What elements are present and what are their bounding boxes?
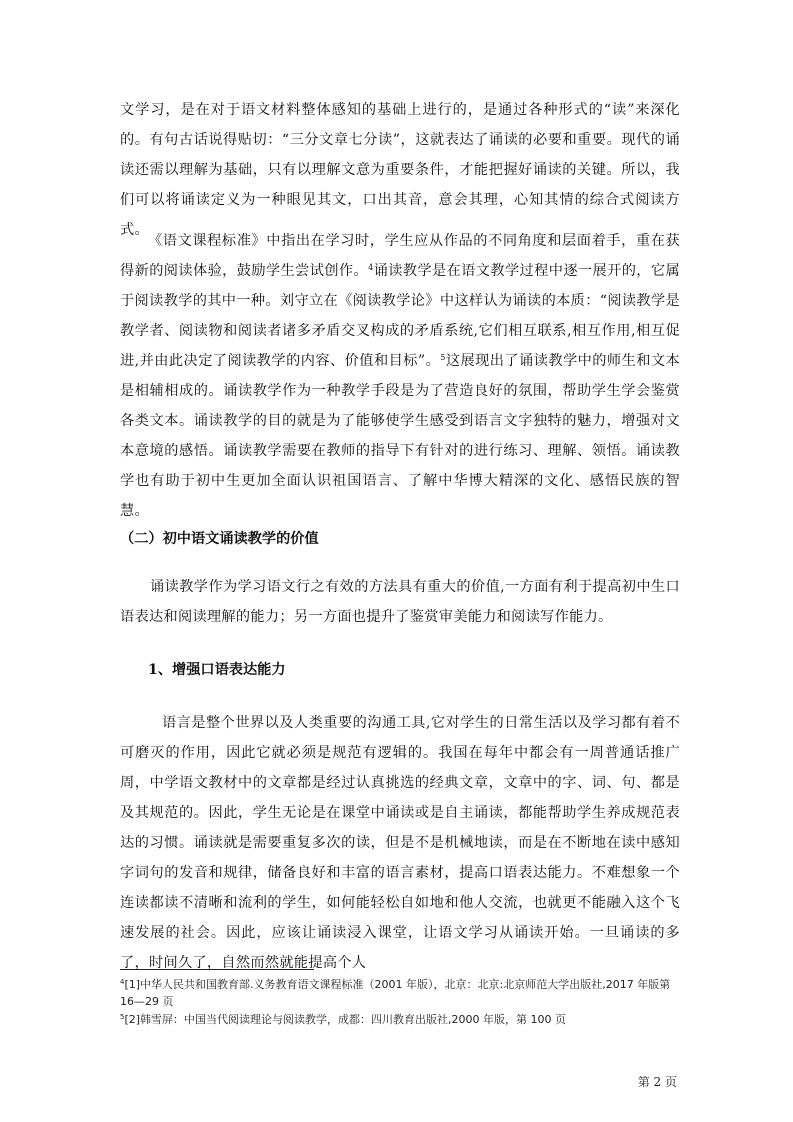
paragraph-intro [120,95,680,245]
subsection-heading-oral-expression: 1、增强口语表达能力 [148,662,286,678]
footnote-5-text: [2]韩雪屏：中国当代阅读理论与阅读教学，成都：四川教育出版社,2000 年版，第 100 页 [124,1013,567,1026]
footnote-mark-4: 4 [120,978,125,986]
paragraph-value-summary [120,572,680,632]
page-number: 第 2 页 [637,1075,677,1089]
paragraph-text: 这展现出了诵读教学中的师生和文本是相辅相成的。诵读教学作为一种教学手段是为了营造良好的氛围，帮助学生学会鉴赏各类文本。诵读教学的目的就是为了能够使学生感受到语言文字独特的魅力，增强对文本意境的感悟。诵读教学需要在教师的指导下有针对的进行练习、理解、领悟。诵读教学也有助于初中生更加全面认识祖国语言、了解中华博大精深的文化、感悟民族的智慧。 [120,353,680,519]
paragraph-oral-expression [120,708,680,978]
section-heading-value: （二）初中语文诵读教学的价值 [120,531,319,547]
paragraph-text: 《语文课程标准》中指出在学习时，学生应从作品的不同角度和层面着手，重在获得新的阅读体验，鼓励学生尝试创作。 [120,233,680,279]
paragraph-text: 语言是整个世界以及人类重要的沟通工具,它对学生的日常生活以及学习都有着不可磨灭的作用，因此它就必须是规范有逻辑的。我国在每年中都会有一周普通话推广周，中学语文教材中的文章都是经过认真挑选的经典文章，文章中的字、词、句、都是及其规范的。因此，学生无论是在课堂中诵读或是自主诵读，都能帮助学生养成规范表达的习惯。诵读就是需要重复多次的读，但是不是机械地读，而是在不断地在读中感知字词句的发音和规律，储备良好和丰富的语言素材，提高口语表达能力。不难想象一个连读都读不清晰和流利的学生，如何能轻松自如地和他人交流，也就更不能融入这个飞速发展的社会。因此，应该让诵读浸入课堂，让语文学习从诵读开始。一旦诵读的多了，时间久了，自然而然就能提高个人 [120,715,680,971]
paragraph-text: 诵读教学是在语文教学过程中逐一展开的，它属于阅读教学的其中一种。刘守立在《阅读教学论》中这样认为诵读的本质：“阅读教学是教学者、阅读物和阅读者诸多矛盾交叉构成的矛盾系统,它们相互联系,相互作用,相互促进,并由此决定了阅读教学的内容、价值和目标”。 [120,263,680,369]
paragraph-text: 诵读教学作为学习语文行之有效的方法具有重大的价值,一方面有利于提高初中生口语表达和阅读理解的能力；另一方面也提升了鉴赏审美能力和阅读写作能力。 [120,579,680,625]
footnote-5 [120,1011,680,1028]
footnote-ref-4[interactable]: 4 [368,263,374,272]
footnote-4 [120,976,680,1010]
footnote-divider [120,969,314,970]
footnote-mark-5: 5 [120,1013,125,1021]
footnote-ref-5[interactable]: 5 [440,353,446,362]
footnote-4-text: [1]中华人民共和国教育部.义务教育语文课程标准（2001 年版），北京：北京:北京师范大学出版社,2017 年版第 16—29 页 [120,978,671,1008]
paragraph-curriculum-standard [120,226,680,526]
paragraph-intro-text: 文学习，是在对于语文材料整体感知的基础上进行的，是通过各种形式的“读”来深化的。有句古话说得贴切：“三分文章七分读”，这就表达了诵读的必要和重要。现代的诵读还需以理解为基础，只有以理解文意为重要条件，才能把握好诵读的关键。所以，我们可以将诵读定义为一种眼见其文，口出其音，意会其理，心知其情的综合式阅读方式。 [120,102,680,238]
